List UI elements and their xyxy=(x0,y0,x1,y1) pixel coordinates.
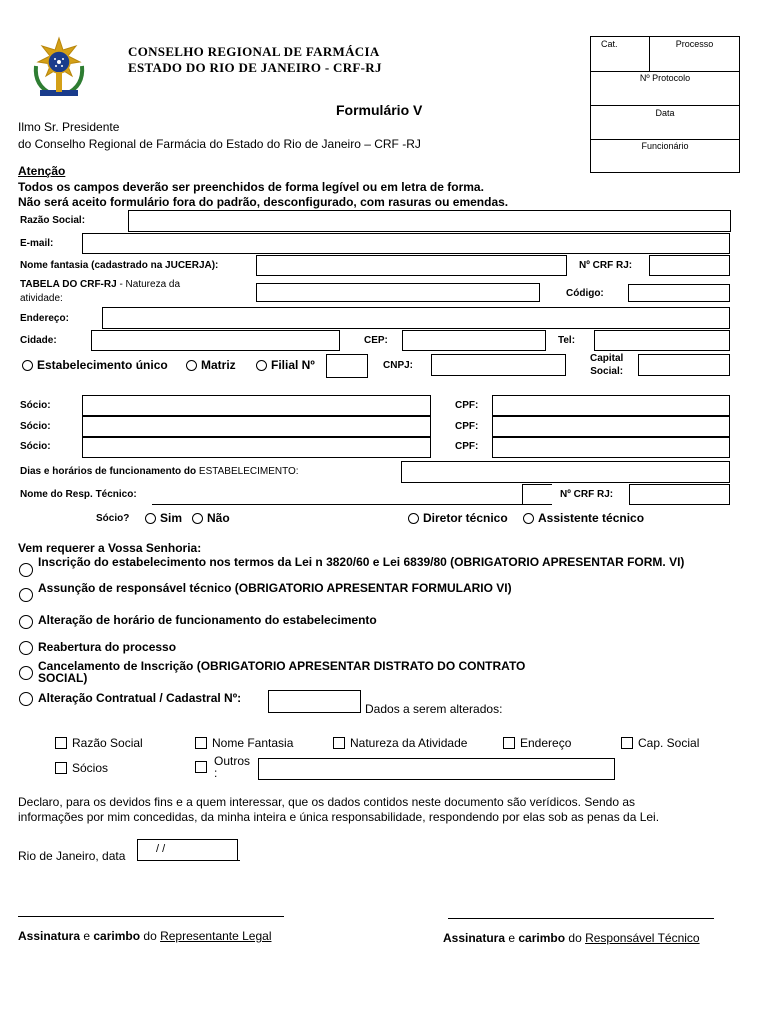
tabela-crf-label xyxy=(20,278,180,306)
alteracao-number-input[interactable] xyxy=(268,690,361,713)
dados-alterados-label: Dados a serem alterados: xyxy=(365,702,503,716)
cpf-3-label: CPF: xyxy=(455,441,479,452)
diretor-tecnico-option[interactable] xyxy=(408,511,508,525)
registry-data-label: Data xyxy=(655,108,675,118)
socio-2-input[interactable] xyxy=(82,416,431,437)
change-endereco-label: Endereço xyxy=(520,736,572,750)
signature-line-left xyxy=(18,916,284,917)
request-radio-reabertura[interactable] xyxy=(19,641,33,655)
signature-line-right xyxy=(448,918,714,919)
diretor-tecnico-label: Diretor técnico xyxy=(423,511,508,525)
cnpj-label: CNPJ: xyxy=(383,360,414,371)
cpf-1-input[interactable] xyxy=(492,395,730,416)
change-socios-label: Sócios xyxy=(72,761,109,775)
email-input[interactable] xyxy=(82,233,730,254)
change-outros[interactable] xyxy=(195,761,212,773)
razao-social-input[interactable] xyxy=(128,210,731,232)
dias-horarios-label-rest: ESTABELECIMENTO: xyxy=(198,466,299,477)
tabela-crf-label-rest: - Natureza da xyxy=(116,279,181,290)
signature-left-word2: e xyxy=(80,929,94,943)
registry-processo-cell[interactable] xyxy=(649,36,740,72)
registry-cat-cell[interactable] xyxy=(590,36,650,72)
matriz-radio[interactable] xyxy=(186,360,197,371)
signature-left-word1: Assinatura xyxy=(18,929,81,943)
resp-tecnico-input[interactable] xyxy=(236,485,408,505)
assistente-tecnico-option[interactable] xyxy=(523,511,644,525)
tabela-crf-label-bold: TABELA DO CRF-RJ xyxy=(20,279,117,290)
salutation-line1: Ilmo Sr. Presidente xyxy=(18,120,120,134)
request-label-cancelamento: Cancelamento de Inscrição (OBRIGATORIO APRESENTAR DISTRATO DO CONTRATO SOCIAL) xyxy=(38,659,526,685)
change-outros-checkbox[interactable] xyxy=(195,761,207,773)
socio-sim-radio[interactable] xyxy=(145,513,156,524)
dias-horarios-label-bold: Dias e horários de funcionamento do xyxy=(20,466,199,477)
socio-1-label: Sócio: xyxy=(20,400,51,411)
endereco-label: Endereço: xyxy=(20,313,69,324)
notice-line1: Todos os campos deverão ser preenchidos de forma legível ou em letra de forma. xyxy=(18,180,484,194)
change-razao-social-checkbox[interactable] xyxy=(55,737,67,749)
tabela-crf-label-line2: atividade: xyxy=(20,293,63,304)
filial-radio[interactable] xyxy=(256,360,267,371)
signature-label-right xyxy=(443,931,700,945)
salutation-line2: do Conselho Regional de Farmácia do Estado do Rio de Janeiro – CRF -RJ xyxy=(18,137,421,151)
request-radio-inscricao[interactable] xyxy=(19,563,33,577)
change-natureza-checkbox[interactable] xyxy=(333,737,345,749)
change-natureza[interactable] xyxy=(333,736,467,750)
change-outros-label xyxy=(214,755,250,779)
capital-social-label-line1: Capital xyxy=(590,353,624,364)
socio-3-input[interactable] xyxy=(82,437,431,458)
socio-nao-radio[interactable] xyxy=(192,513,203,524)
dias-horarios-label xyxy=(20,466,299,477)
cpf-3-input[interactable] xyxy=(492,437,730,458)
cnpj-input[interactable] xyxy=(431,354,566,376)
declaration-line1: Declaro, para os devidos fins e a quem interessar, que os dados contidos neste documento são verídicos. Sendo as xyxy=(18,795,636,809)
request-radio-alteracao[interactable] xyxy=(19,692,33,706)
registry-cat-label: Cat. xyxy=(601,39,618,49)
request-label-horario: Alteração de horário de funcionamento do estabelecimento xyxy=(38,613,377,627)
cep-input[interactable] xyxy=(402,330,546,351)
resp-tecnico-side-box[interactable] xyxy=(522,484,552,505)
date-input-slashes: / / xyxy=(156,843,166,855)
signature-left-word3: carimbo xyxy=(93,929,141,943)
declaration-line2: informações por mim concedidas, da minha inteira e única responsabilidade, respondendo por elas sob as penas da Lei. xyxy=(18,810,660,824)
change-capital-checkbox[interactable] xyxy=(621,737,633,749)
tel-input[interactable] xyxy=(594,330,730,351)
change-nome-fantasia-label: Nome Fantasia xyxy=(212,736,294,750)
signature-left-word4: do xyxy=(140,929,161,943)
change-endereco-checkbox[interactable] xyxy=(503,737,515,749)
cpf-2-input[interactable] xyxy=(492,416,730,437)
requests-title: Vem requerer a Vossa Senhoria: xyxy=(18,541,202,555)
change-capital[interactable] xyxy=(621,736,699,750)
registry-protocolo-label: Nº Protocolo xyxy=(639,73,691,83)
notice-line2: Não será aceito formulário fora do padrão, desconfigurado, com rasuras ou emendas. xyxy=(18,195,509,209)
change-endereco[interactable] xyxy=(503,736,571,750)
registry-protocolo-cell[interactable] xyxy=(590,71,740,106)
registry-funcionario-cell[interactable] xyxy=(590,139,740,173)
tel-label: Tel: xyxy=(558,335,576,346)
signature-right-word3: carimbo xyxy=(518,931,566,945)
endereco-input[interactable] xyxy=(102,307,730,329)
signature-label-left xyxy=(18,929,272,943)
razao-social-label: Razão Social: xyxy=(20,215,86,226)
capital-social-label xyxy=(590,352,623,378)
cep-label: CEP: xyxy=(364,335,388,346)
estabelecimento-unico-option[interactable] xyxy=(22,358,168,372)
socio-question-label: Sócio? xyxy=(96,513,130,524)
estabelecimento-unico-label: Estabelecimento único xyxy=(37,358,168,372)
socio-2-label: Sócio: xyxy=(20,421,51,432)
cpf-1-label: CPF: xyxy=(455,400,479,411)
org-name-line1: CONSELHO REGIONAL DE FARMÁCIA xyxy=(128,44,380,59)
request-label-reabertura: Reabertura do processo xyxy=(38,640,177,654)
change-nome-fantasia-checkbox[interactable] xyxy=(195,737,207,749)
change-socios-checkbox[interactable] xyxy=(55,762,67,774)
date-underline xyxy=(137,860,240,861)
signature-right-word4: do xyxy=(565,931,586,945)
socio-sim-option[interactable] xyxy=(145,511,182,525)
signature-right-role: Responsável Técnico xyxy=(585,931,700,945)
notice-title: Atenção xyxy=(18,164,66,178)
assistente-tecnico-radio[interactable] xyxy=(523,513,534,524)
request-radio-horario[interactable] xyxy=(19,615,33,629)
cidade-input[interactable] xyxy=(91,330,340,351)
change-outros-input[interactable] xyxy=(258,758,615,780)
place-date-label: Rio de Janeiro, data xyxy=(18,849,126,863)
request-radio-assuncao[interactable] xyxy=(19,588,33,602)
matriz-label: Matriz xyxy=(201,358,236,372)
signature-right-word2: e xyxy=(505,931,519,945)
nome-fantasia-input[interactable] xyxy=(256,255,567,276)
change-outros-label-colon: : xyxy=(214,766,218,780)
change-nome-fantasia[interactable] xyxy=(195,736,293,750)
form-title: Formulário V xyxy=(336,102,423,118)
nome-fantasia-label: Nome fantasia (cadastrado na JUCERJA): xyxy=(20,260,219,271)
cidade-label: Cidade: xyxy=(20,335,57,346)
crf-rj-label: Nº CRF RJ: xyxy=(579,260,633,271)
socio-nao-label: Não xyxy=(207,511,230,525)
socio-3-label: Sócio: xyxy=(20,441,51,452)
signature-right-word1: Assinatura xyxy=(443,931,506,945)
matriz-option[interactable] xyxy=(186,358,236,372)
crf-rj-2-input[interactable] xyxy=(629,484,730,505)
registry-processo-label: Processo xyxy=(675,39,714,49)
change-razao-social-label: Razão Social xyxy=(72,736,143,750)
estabelecimento-unico-radio[interactable] xyxy=(22,360,33,371)
request-label-inscricao: Inscrição do estabelecimento nos termos da Lei n 3820/60 e Lei 6839/80 (OBRIGATORIO APRESENTAR FORM. VI) xyxy=(38,555,685,569)
capital-social-input[interactable] xyxy=(638,354,730,376)
request-radio-cancelamento[interactable] xyxy=(19,666,33,680)
assistente-tecnico-label: Assistente técnico xyxy=(538,511,645,525)
filial-option[interactable] xyxy=(256,358,315,372)
socio-nao-option[interactable] xyxy=(192,511,230,525)
filial-number-input[interactable] xyxy=(326,354,368,378)
date-input[interactable] xyxy=(137,839,238,861)
cpf-2-label: CPF: xyxy=(455,421,479,432)
registry-data-cell[interactable] xyxy=(590,105,740,140)
signature-left-role: Representante Legal xyxy=(160,929,272,943)
crf-rj-input[interactable] xyxy=(649,255,730,276)
coat-of-arms-emblem xyxy=(30,36,88,102)
change-socios[interactable] xyxy=(55,761,108,775)
codigo-label: Código: xyxy=(566,288,604,299)
crf-rj-2-label: Nº CRF RJ: xyxy=(560,489,614,500)
request-label-assuncao: Assunção de responsável técnico (OBRIGATORIO APRESENTAR FORMULARIO VI) xyxy=(38,581,512,595)
tabela-crf-input[interactable] xyxy=(256,283,540,302)
diretor-tecnico-radio[interactable] xyxy=(408,513,419,524)
change-natureza-label: Natureza da Atividade xyxy=(350,736,468,750)
filial-label: Filial Nº xyxy=(271,358,315,372)
dias-horarios-input[interactable] xyxy=(401,461,730,483)
request-label-alteracao: Alteração Contratual / Cadastral Nº: xyxy=(38,691,242,705)
change-razao-social[interactable] xyxy=(55,736,143,750)
socio-1-input[interactable] xyxy=(82,395,431,416)
registry-funcionario-label: Funcionário xyxy=(641,141,689,151)
email-label: E-mail: xyxy=(20,238,54,249)
change-capital-label: Cap. Social xyxy=(638,736,700,750)
change-outros-label-text: Outros xyxy=(214,754,251,768)
capital-social-label-line2: Social: xyxy=(590,366,624,377)
codigo-input[interactable] xyxy=(628,284,730,302)
resp-tecnico-label: Nome do Resp. Técnico: xyxy=(20,489,137,500)
socio-sim-label: Sim xyxy=(160,511,183,525)
org-name-line2: ESTADO DO RIO DE JANEIRO - CRF-RJ xyxy=(128,60,382,75)
